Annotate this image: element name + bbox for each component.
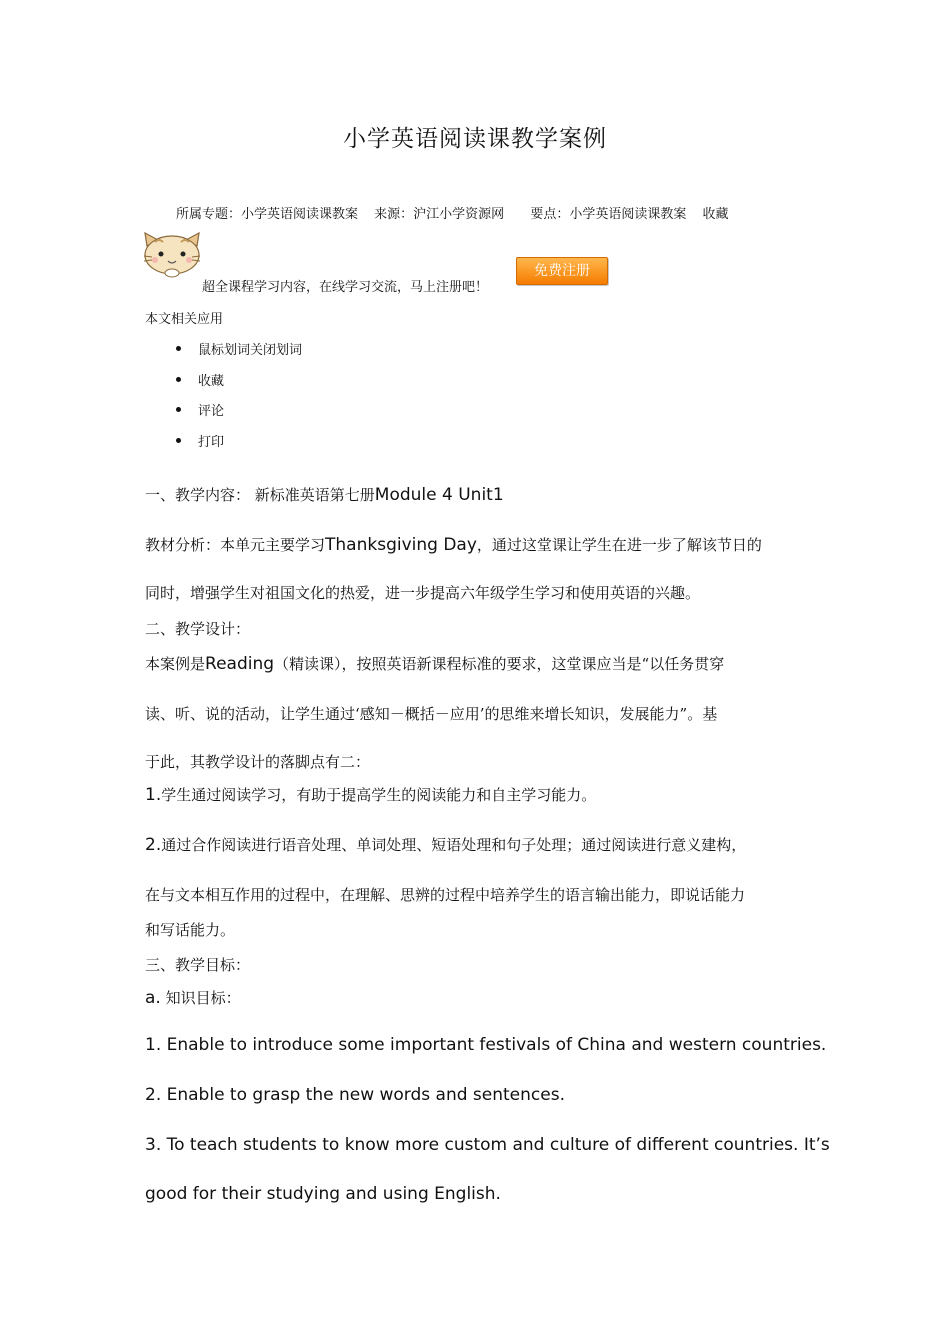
bullet-icon [176, 377, 181, 382]
analysis-line-1 [145, 534, 762, 555]
point-number: 2. [145, 835, 162, 855]
design-point-1 [145, 784, 596, 805]
design-line-2: 读、听、说的活动，让学生通过‘感知－概括－应用’的思维来增长知识，发展能力”。基 [145, 705, 718, 723]
design-text: 本案例是 [145, 655, 206, 673]
app-item-label[interactable]: 评论 [198, 404, 225, 419]
bullet-icon [176, 346, 181, 351]
section-heading: 一、教学内容： 新标准英语第七册 [145, 486, 375, 504]
app-item-comment[interactable] [176, 400, 224, 419]
app-item-print[interactable] [176, 431, 224, 450]
design-line-1 [145, 653, 724, 674]
goal-text: 知识目标： [160, 989, 241, 1007]
unit-name: Module 4 Unit1 [374, 485, 504, 505]
related-apps-label: 本文相关应用 [145, 312, 224, 327]
goal-line-4: good for their studying and using English. [145, 1184, 501, 1204]
design-text: （精读课），按照英语新课程标准的要求，这堂课应当是“以任务贯穿 [274, 655, 725, 673]
cartoon-cat-icon [141, 232, 203, 278]
point-text: 学生通过阅读学习，有助于提高学生的阅读能力和自主学习能力。 [161, 786, 597, 804]
point-text: 通过合作阅读进行语音处理、单词处理、短语处理和句子处理；通过阅读进行意义建构， [161, 836, 747, 854]
app-item-word-lookup[interactable] [176, 339, 302, 358]
bullet-icon [176, 407, 181, 412]
bullet-icon [176, 438, 181, 443]
analysis-text: 教材分析：本单元主要学习 [145, 536, 326, 554]
goal-line-1: 1. Enable to introduce some important festivals of China and western countries. [145, 1035, 827, 1055]
goal-line-2: 2. Enable to grasp the new words and sentences. [145, 1085, 565, 1105]
article-meta [176, 203, 740, 222]
keypoint-link[interactable]: 要点：小学英语阅读课教案 [530, 207, 687, 222]
app-item-label[interactable]: 收藏 [198, 374, 225, 389]
source-text: 来源：沪江小学资源网 [374, 207, 505, 222]
analysis-line-2: 同时，增强学生对祖国文化的热爱，进一步提高六年级学生学习和使用英语的兴趣。 [145, 584, 701, 602]
topic-link[interactable]: 所属专题：小学英语阅读课教案 [176, 207, 359, 222]
section-heading-design: 二、教学设计： [145, 620, 251, 638]
goal-line-3: 3. To teach students to know more custom and culture of different countries. It’s [145, 1135, 830, 1155]
app-item-label[interactable]: 鼠标划词关闭划词 [198, 343, 303, 358]
point-number: 1. [145, 785, 162, 805]
analysis-text: ，通过这堂课让学生在进一步了解该节日的 [476, 536, 762, 554]
promo-text: 超全课程学习内容，在线学习交流，马上注册吧！ [202, 280, 489, 295]
goal-a [145, 987, 241, 1008]
design-point-2 [145, 834, 746, 855]
app-item-label[interactable]: 打印 [198, 435, 225, 450]
section-teaching-content [145, 484, 504, 505]
section-heading-goals: 三、教学目标： [145, 956, 251, 974]
design-line-3: 于此，其教学设计的落脚点有二： [145, 753, 371, 771]
design-point-2-line-3: 和写话能力。 [145, 921, 236, 939]
app-item-favorite[interactable] [176, 370, 224, 389]
design-point-2-line-2: 在与文本相互作用的过程中，在理解、思辨的过程中培养学生的语言输出能力，即说话能力 [145, 886, 746, 904]
free-register-button[interactable]: 免费注册 [516, 257, 608, 285]
favorite-link[interactable]: 收藏 [702, 207, 729, 222]
festival-name: Thanksgiving Day [325, 535, 477, 555]
goal-letter: a. [145, 988, 161, 1008]
page-title: 小学英语阅读课教学案例 [343, 126, 607, 152]
lesson-type: Reading [205, 654, 275, 674]
